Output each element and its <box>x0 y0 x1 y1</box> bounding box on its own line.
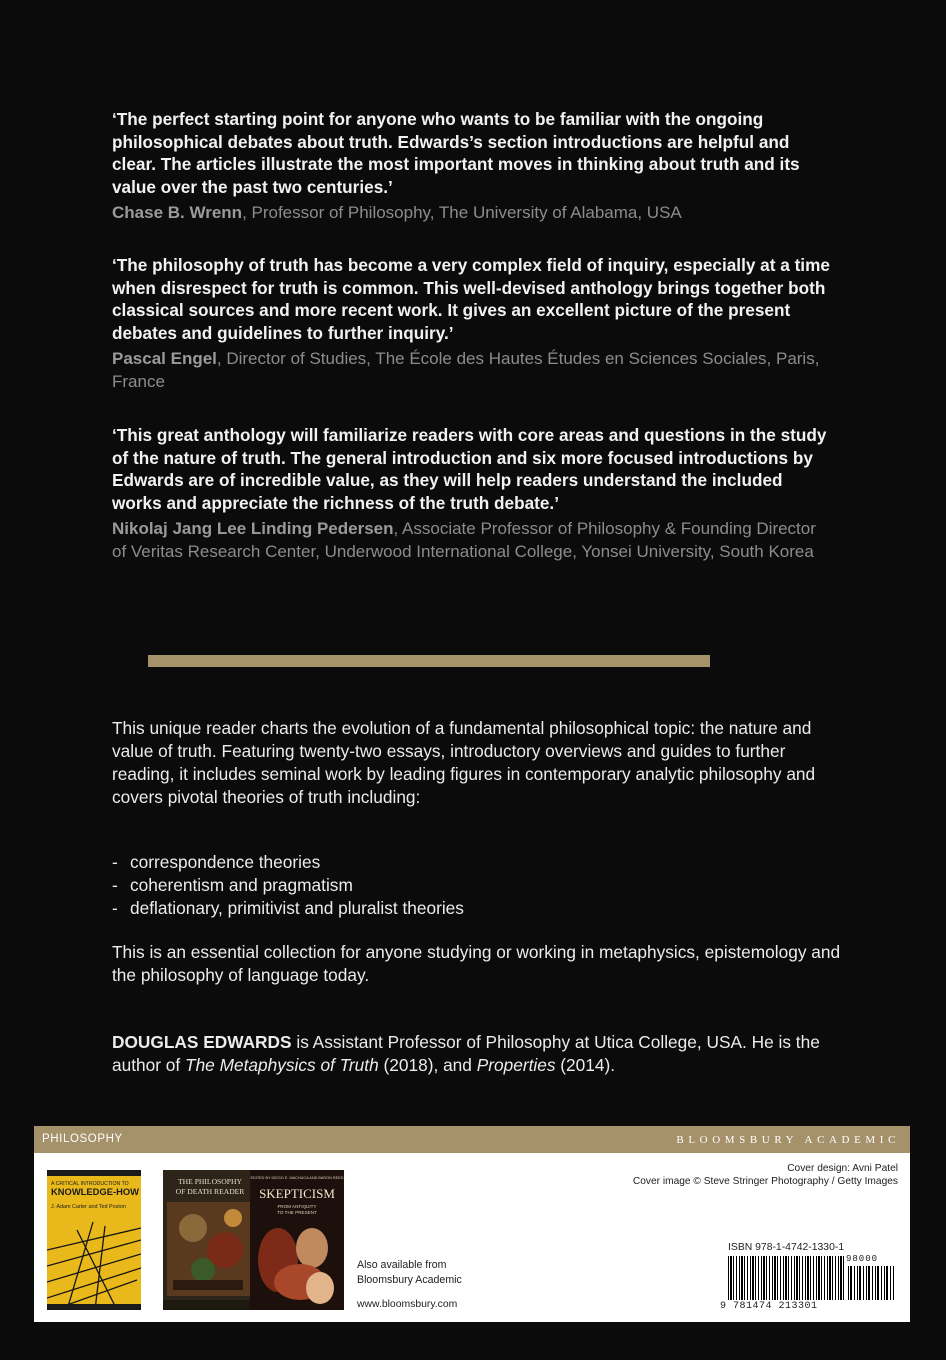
book-title-line1: A CRITICAL INTRODUCTION TO <box>51 1181 129 1187</box>
also-available-note: Also available from Bloomsbury Academic <box>357 1259 462 1286</box>
barcode-addon <box>848 1266 894 1300</box>
quote-author: Pascal Engel <box>112 349 217 369</box>
book-title: The Metaphysics of Truth <box>185 1055 379 1075</box>
barcode-image <box>728 1256 844 1300</box>
book-authors: J. Adam Carter and Ted Poston <box>51 1204 126 1210</box>
list-dash: - <box>112 875 118 895</box>
quote-attribution <box>112 518 832 563</box>
credit-design: Cover design: Avni Patel <box>787 1163 898 1174</box>
quote-author-role: , Director of Studies, The École des Hautes Études en Sciences Sociales, Paris, France <box>112 349 820 391</box>
quote-text: ‘The perfect starting point for anyone who wants to be familiar with the ongoing philosophical debates about truth. Edwards’s section introductions are helpful and clear. The articles illustrate the most important moves in thinking about truth and its value over the past two centuries.’ <box>112 109 800 197</box>
barcode-addon-number: 98000 <box>846 1254 879 1264</box>
author-bio: DOUGLAS EDWARDS is Assistant Professor of Philosophy at Utica College, USA. He is the author of The Metaphysics of Truth (2018), and Properties (2014). <box>112 1032 820 1075</box>
endorsement-quote-3 <box>112 424 832 564</box>
closing-statement: This is an essential collection for anyone studying or working in metaphysics, epistemology and the philosophy of language today. <box>112 942 841 985</box>
endorsement-quote-2 <box>112 254 832 394</box>
list-item: - deflationary, primitivist and pluralist theories <box>112 898 464 918</box>
book-title-line2: KNOWLEDGE-HOW <box>51 1186 140 1197</box>
list-item: - correspondence theories <box>112 852 321 872</box>
quote-author: Chase B. Wrenn <box>112 203 243 223</box>
book-cover-art <box>47 1170 141 1310</box>
cover-credits <box>633 1162 898 1188</box>
back-cover-footer <box>34 1126 910 1322</box>
author-name: DOUGLAS EDWARDS <box>112 1032 292 1052</box>
related-book-philosophy-of-death <box>163 1170 257 1310</box>
related-book-knowledge-how <box>47 1170 141 1310</box>
category-bar <box>34 1126 910 1153</box>
quote-text: ‘This great anthology will familiarize readers with core areas and questions in the study of the nature of truth. The general introduction and six more focused introductions by Edwards are of incredible value, as they will help readers understand the included works and appreciate the richness of the truth debate.’ <box>112 425 827 513</box>
list-item: - coherentism and pragmatism <box>112 875 353 895</box>
category-label: PHILOSOPHY <box>42 1133 123 1145</box>
book-cover-art <box>163 1170 257 1310</box>
barcode-number: 9 781474 213301 <box>720 1301 818 1312</box>
book-cover-art <box>250 1170 344 1310</box>
book-title-line1: THE PHILOSOPHY <box>178 1177 242 1186</box>
book-title: Properties <box>476 1055 556 1075</box>
quote-author-role: , Associate Professor of Philosophy & Founding Director of Veritas Research Center, Underwood International College, Yonsei University, South Korea <box>112 519 816 561</box>
book-subtitle-line2: TO THE PRESENT <box>277 1210 317 1215</box>
credit-image: Cover image © Steve Stringer Photography / Getty Images <box>632 1176 898 1187</box>
isbn-label: ISBN 978-1-4742-1330-1 <box>728 1242 845 1253</box>
book-description: This unique reader charts the evolution of a fundamental philosophical topic: the nature and value of truth. Featuring twenty-two essays, introductory overviews and guides to further reading, it includes seminal work by leading figures in contemporary analytic philosophy and covers pivotal theories of truth including: <box>112 718 816 807</box>
book-title: SKEPTICISM <box>259 1186 335 1201</box>
quote-author-role: , Professor of Philosophy, The University of Alabama, USA <box>242 203 682 223</box>
publisher-name: BLOOMSBURY ACADEMIC <box>676 1134 900 1146</box>
book-subtitle-line1: FROM ANTIQUITY <box>277 1204 317 1209</box>
related-book-skepticism <box>250 1170 344 1310</box>
quote-text: ‘The philosophy of truth has become a very complex field of inquiry, especially at a time when disrespect for truth is common. This well-devised anthology brings together both classical sources and more recent work. It gives an excellent picture of the present debates and guidelines to further inquiry.’ <box>112 255 830 343</box>
list-dash: - <box>112 898 118 918</box>
endorsement-quote-1 <box>112 108 832 225</box>
quote-attribution <box>112 348 832 393</box>
publisher-website[interactable]: www.bloomsbury.com <box>357 1299 458 1310</box>
theory-list <box>112 851 842 920</box>
list-dash: - <box>112 852 118 872</box>
quote-author: Nikolaj Jang Lee Linding Pedersen <box>112 519 394 539</box>
book-title-line2: OF DEATH READER <box>175 1187 245 1196</box>
gold-divider <box>148 655 710 667</box>
book-editors: EDITED BY DIEGO E. MACHUCA AND BARON REED <box>250 1176 344 1180</box>
quote-attribution <box>112 202 832 225</box>
